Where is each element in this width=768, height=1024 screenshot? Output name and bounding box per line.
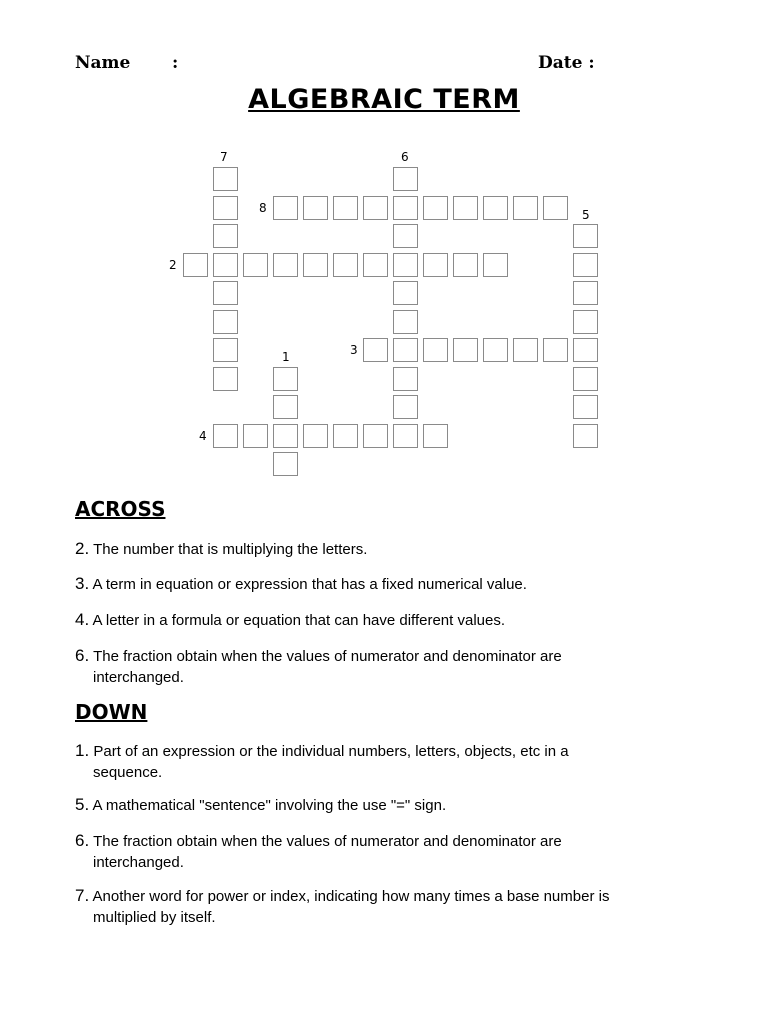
crossword-cell (273, 367, 298, 391)
clue-text-continuation: sequence. (93, 764, 163, 781)
down-clue-6 (75, 830, 715, 873)
crossword-cell (483, 196, 508, 220)
clue-text-continuation: interchanged. (93, 854, 184, 871)
clue-text: A term in equation or expression that has a fixed numerical value. (92, 576, 527, 593)
crossword-cell (573, 253, 598, 277)
crossword-cell (423, 424, 448, 448)
crossword-cell (243, 253, 268, 277)
crossword-cell (363, 424, 388, 448)
across-clue-3 (75, 573, 715, 595)
clue-text: A mathematical "sentence" involving the use "=" sign. (92, 797, 447, 814)
name-label: Name (75, 53, 131, 73)
down-clue-5 (75, 794, 715, 816)
clue-text-continuation: multiplied by itself. (93, 909, 216, 926)
crossword-cell (213, 196, 238, 220)
clue-number-4: 4 (199, 429, 207, 443)
clue-text: The fraction obtain when the values of numerator and denominator are (93, 833, 562, 850)
crossword-cell (423, 196, 448, 220)
crossword-cell (393, 424, 418, 448)
crossword-cell (213, 253, 238, 277)
crossword-cell (393, 224, 418, 248)
crossword-cell (213, 310, 238, 334)
crossword-cell (573, 224, 598, 248)
clue-number-2: 2 (169, 258, 177, 272)
crossword-cell (573, 424, 598, 448)
clue-num: 6. (75, 646, 90, 665)
clue-num: 6. (75, 831, 90, 850)
crossword-grid (0, 0, 768, 500)
crossword-cell (273, 424, 298, 448)
crossword-cell (213, 167, 238, 191)
crossword-cell (453, 253, 478, 277)
down-clue-7 (75, 885, 715, 928)
crossword-cell (333, 253, 358, 277)
crossword-cell (363, 338, 388, 362)
across-clue-4 (75, 609, 715, 631)
crossword-cell (393, 367, 418, 391)
crossword-cell (273, 395, 298, 419)
crossword-cell (393, 338, 418, 362)
crossword-cell (483, 338, 508, 362)
clue-number-8: 8 (259, 201, 267, 215)
crossword-cell (573, 338, 598, 362)
crossword-cell (213, 367, 238, 391)
crossword-cell (483, 253, 508, 277)
crossword-cell (303, 253, 328, 277)
crossword-cell (453, 196, 478, 220)
crossword-cell (543, 338, 568, 362)
down-heading: DOWN (75, 700, 148, 724)
clue-num: 5. (75, 795, 90, 814)
crossword-cell (363, 196, 388, 220)
page-title: ALGEBRAIC TERM (248, 84, 520, 115)
clue-number-1: 1 (282, 350, 290, 364)
clue-num: 7. (75, 886, 90, 905)
clue-number-5: 5 (582, 208, 590, 222)
crossword-cell (213, 338, 238, 362)
crossword-cell (273, 452, 298, 476)
crossword-cell (573, 281, 598, 305)
crossword-cell (213, 224, 238, 248)
clue-text: The fraction obtain when the values of numerator and denominator are (93, 648, 562, 665)
date-label: Date : (538, 53, 595, 73)
crossword-cell (573, 367, 598, 391)
clue-text: The number that is multiplying the letters. (93, 541, 368, 558)
clue-text-continuation: interchanged. (93, 669, 184, 686)
clue-num: 2. (75, 539, 90, 558)
across-heading: ACROSS (75, 497, 166, 521)
crossword-cell (513, 338, 538, 362)
crossword-cell (243, 424, 268, 448)
clue-text: A letter in a formula or equation that can have different values. (92, 612, 506, 629)
clue-text: Part of an expression or the individual numbers, letters, objects, etc in a (93, 743, 569, 760)
clue-num: 1. (75, 741, 90, 760)
crossword-cell (393, 253, 418, 277)
crossword-cell (453, 338, 478, 362)
crossword-cell (423, 338, 448, 362)
crossword-cell (363, 253, 388, 277)
crossword-cell (273, 196, 298, 220)
crossword-cell (333, 196, 358, 220)
crossword-cell (303, 196, 328, 220)
across-clue-2 (75, 538, 715, 560)
crossword-cell (393, 310, 418, 334)
crossword-cell (393, 281, 418, 305)
clue-num: 3. (75, 574, 90, 593)
crossword-cell (543, 196, 568, 220)
crossword-cell (393, 395, 418, 419)
crossword-cell (183, 253, 208, 277)
crossword-cell (423, 253, 448, 277)
crossword-cell (273, 253, 298, 277)
crossword-cell (513, 196, 538, 220)
down-clue-1 (75, 740, 715, 783)
crossword-cell (573, 310, 598, 334)
crossword-cell (393, 167, 418, 191)
crossword-cell (573, 395, 598, 419)
crossword-cell (213, 424, 238, 448)
clue-number-6: 6 (401, 150, 409, 164)
crossword-cell (393, 196, 418, 220)
name-colon: : (172, 53, 179, 73)
crossword-cell (333, 424, 358, 448)
clue-number-7: 7 (220, 150, 228, 164)
crossword-cell (303, 424, 328, 448)
crossword-cell (213, 281, 238, 305)
clue-num: 4. (75, 610, 90, 629)
across-clue-6 (75, 645, 715, 688)
clue-text: Another word for power or index, indicating how many times a base number is (92, 888, 610, 905)
clue-number-3: 3 (350, 343, 358, 357)
